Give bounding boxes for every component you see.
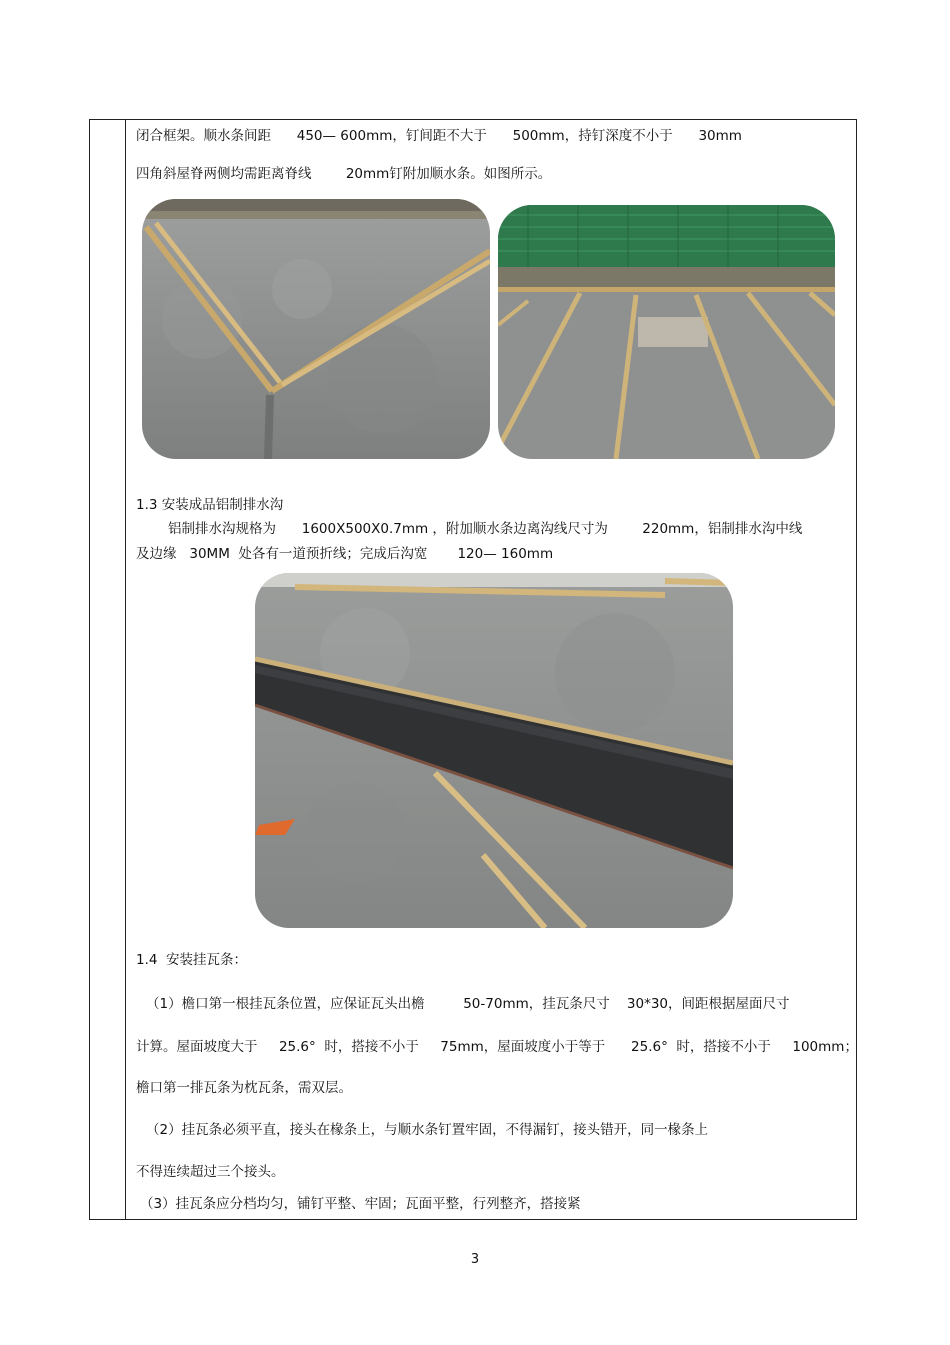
section-1-4-heading: 1.4 安装挂瓦条： xyxy=(136,952,248,968)
section-1-3-line-1: 铝制排水沟规格为 1600X500X0.7mm ，附加顺水条边离沟线尺寸为 220mm，铝制排水沟中线 xyxy=(168,521,803,537)
intro-line-2: 四角斜屋脊两侧均需距离脊线 20mm钉附加顺水条。如图所示。 xyxy=(136,166,552,182)
photo-hip-battens xyxy=(142,199,490,459)
page-number: 3 xyxy=(470,1252,480,1267)
section-1-4-p2-line-2: 不得连续超过三个接头。 xyxy=(136,1164,285,1180)
section-1-4-p1-line-3: 檐口第一排瓦条为枕瓦条，需双层。 xyxy=(136,1080,352,1096)
section-1-3-line-2: 及边缘 30MM 处各有一道预折线；完成后沟宽 120— 160mm xyxy=(136,546,554,562)
section-1-3-heading: 1.3 安装成品铝制排水沟 xyxy=(136,497,284,513)
intro-line-1: 闭合框架。顺水条间距 450— 600mm，钉间距不大于 500mm，持钉深度不小于 30mm xyxy=(136,128,742,144)
section-1-4-p1-line-1: （1）檐口第一根挂瓦条位置，应保证瓦头出檐 50-70mm，挂瓦条尺寸 30*30，间距根据屋面尺寸 xyxy=(146,996,790,1012)
table-column-divider xyxy=(125,119,126,1220)
photo-counter-battens xyxy=(498,205,835,459)
section-1-4-p1-line-2: 计算。屋面坡度大于 25.6° 时，搭接不小于 75mm，屋面坡度小于等于 25.6° 时，搭接不小于 100mm； xyxy=(136,1039,858,1055)
section-1-4-p3-line-1: （3）挂瓦条应分档均匀，铺钉平整、牢固；瓦面平整，行列整齐，搭接紧 xyxy=(140,1196,581,1212)
section-1-4-p2-line-1: （2）挂瓦条必须平直，接头在椽条上，与顺水条钉置牢固，不得漏钉，接头错开，同一椽条上 xyxy=(146,1122,709,1138)
photo-aluminium-gutter xyxy=(255,573,733,928)
